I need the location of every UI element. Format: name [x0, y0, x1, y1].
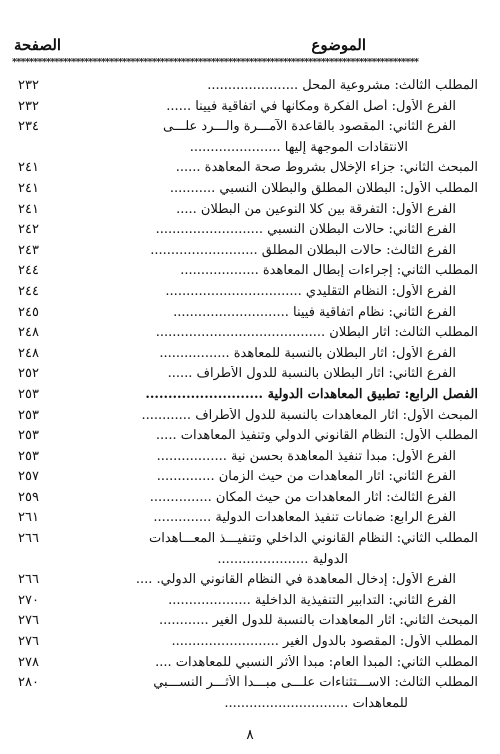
toc-entry-page: ٢٦٦ — [18, 572, 39, 588]
toc-entry-page: ٢٨٠ — [18, 675, 39, 691]
topic-column-title: الموضوع — [311, 36, 366, 54]
toc-entry — [14, 200, 478, 221]
toc-entry-title: المبحث الثاني: آثار المعاهدات بالنسبة للدول الغير ............ — [159, 613, 478, 629]
toc-entry-page: ٢٤١ — [18, 160, 39, 176]
toc-entry-title: الدولية ...................... — [217, 551, 348, 567]
toc-entry-page: ٢٤١ — [18, 201, 39, 217]
toc-entry-title: الفرع الثاني: التدابير التنفيذية الداخلية .................... — [168, 592, 456, 608]
toc-entry-title: الانتقادات الموجهة إليها ...................... — [189, 139, 408, 155]
toc-entry-title: المطلب الأول: المقصود بالدول الغير .......................... — [171, 634, 478, 650]
toc-entry-page: ٢٤٤ — [18, 263, 39, 279]
page-column-title: الصفحة — [14, 36, 62, 54]
toc-entry — [14, 220, 478, 241]
toc-entry — [14, 673, 478, 694]
toc-entry-page: ٢٥٢ — [18, 366, 39, 382]
toc-entry — [14, 323, 478, 344]
toc-entry-title: الفرع الثاني: المقصود بالقاعدة الآمـــرة والـــرد علـــى — [162, 119, 456, 135]
toc-entry — [14, 385, 478, 406]
toc-entry — [14, 529, 478, 550]
toc-entry-page: ٢٣٢ — [18, 78, 39, 93]
toc-entry — [14, 117, 478, 138]
toc-entry-title: الفصل الرابع: تطبيق المعاهدات الدولية .......................... — [145, 386, 478, 402]
toc-entry-page: ٢٤٣ — [18, 242, 39, 258]
toc-entry-page: ٢٦٦ — [18, 531, 39, 547]
toc-entry-page: ٢٧٦ — [18, 613, 39, 629]
toc-entry — [14, 364, 478, 385]
toc-entry-title: المطلب الأول: البطلان المطلق والبطلان النسبي ........... — [169, 180, 478, 196]
page-number: ٨ — [246, 727, 254, 743]
toc-entry — [14, 261, 478, 282]
toc-entry-title: الفرع الأول: التفرقة بين كلا النوعين من البطلان ..... — [176, 201, 456, 217]
toc-entry — [14, 138, 478, 159]
toc-entry — [14, 97, 478, 118]
toc-entry-page: ٢٥٣ — [18, 407, 39, 423]
toc-entry-title: الفرع الثاني: آثار المعاهدات من حيث الزمان .............. — [156, 469, 456, 485]
toc-entry-title: الفرع الرابع: ضمانات تنفيذ المعاهدات الدولية .............. — [153, 510, 456, 526]
toc-entry-page: ٢٤٨ — [18, 325, 39, 341]
toc-entry-page: ٢٧٦ — [18, 634, 39, 650]
toc-entry-page: ٢٥٣ — [18, 428, 39, 444]
toc-entry-page: ٢٤٥ — [18, 304, 39, 320]
toc-entry — [14, 488, 478, 509]
toc-entry-page: ٢٧٨ — [18, 654, 39, 670]
toc-entry — [14, 591, 478, 612]
toc-entry — [14, 508, 478, 529]
toc-entry-title: الفرع الثاني: آثار البطلان بالنسبة للدول الأطراف ...... — [167, 366, 456, 382]
toc-entry-page: ٢٥٧ — [18, 469, 39, 485]
toc-entry-page: ٢٤٨ — [18, 345, 39, 361]
toc-entry — [14, 426, 478, 447]
toc-entry — [14, 406, 478, 427]
toc-entry-title: الفرع الثاني: حالات البطلان النسبي .......................... — [155, 222, 456, 238]
toc-entry-title: المطلب الأول: النظام القانوني الدولي وتنفيذ المعاهدات ..... — [155, 428, 478, 444]
toc-entry-page: ٢٥٣ — [18, 448, 39, 464]
toc-entry-title: الفرع الأول: آثار البطلان بالنسبة للمعاهدة ................. — [159, 345, 456, 361]
toc-entry — [14, 550, 478, 571]
toc-entry-title: الفرع الأول: مبدأ تنفيذ المعاهدة بحسن نية ................. — [156, 448, 456, 464]
toc-entry-title: المبحث الأول: آثار المعاهدات بالنسبة للدول الأطراف ............ — [141, 407, 478, 423]
toc-entry-title: المطلب الثاني: إجراءات إبطال المعاهدة ................... — [180, 263, 478, 279]
toc-entry-page: ٢٧٠ — [18, 592, 39, 608]
toc-entry — [14, 694, 478, 715]
toc-entry — [14, 303, 478, 324]
toc-entry-title: الفرع الأول: النظام التقليدي ................................. — [165, 283, 456, 299]
toc-entry — [14, 344, 478, 365]
toc-entry-title: الفرع الأول: إدخال المعاهدة في النظام القانوني الدولي. .... — [135, 572, 456, 588]
toc-header — [12, 36, 482, 56]
toc-entry-title: المطلب الثالث: مشروعية المحل ...................... — [207, 78, 478, 93]
toc-entry-title: الفرع الثاني: نظام اتفاقية فيينا ............................ — [173, 304, 456, 320]
toc-entry-title: المطلب الثالث: آثار البطلان ......................................... — [155, 325, 478, 341]
toc-entry — [14, 76, 478, 97]
toc-entry-title: المطلب الثاني: النظام القانوني الداخلي وتنفيـــذ المعـــاهدات — [149, 531, 478, 547]
toc-entry-page: ٢٥٩ — [18, 489, 39, 505]
toc-entry-page: ٢٣٢ — [18, 98, 39, 114]
toc-entry — [14, 632, 478, 653]
toc-entry-page: ٢٤٤ — [18, 283, 39, 299]
toc-entry — [14, 653, 478, 674]
toc-entry — [14, 570, 478, 591]
toc-entry — [14, 158, 478, 179]
toc-entry-page: ٢٦١ — [18, 510, 39, 526]
toc-entry — [14, 282, 478, 303]
toc-entry-title: للمعاهدات .............................. — [224, 695, 408, 711]
toc-entry-page: ٢٣٤ — [18, 119, 39, 135]
toc-entry-title: المطلب الثاني: المبدأ العام: مبدأ الأثر النسبي للمعاهدات .... — [155, 654, 478, 670]
toc-entry-page: ٢٤١ — [18, 180, 39, 196]
toc-entry — [14, 179, 478, 200]
toc-entry — [14, 467, 478, 488]
toc-entry — [14, 241, 478, 262]
toc-entry — [14, 447, 478, 468]
toc-entry-title: الفرع الثالث: آثار المعاهدات من حيث المكان ............... — [149, 489, 456, 505]
toc-entry — [14, 611, 478, 632]
toc-entry-title: الفرع الثالث: حالات البطلان المطلق .......................... — [150, 242, 456, 258]
toc-entry-title: المطلب الثالث: الاســـتثناءات علـــى مبـــدأ الأثـــر النســـبي — [153, 675, 478, 691]
toc-entry-title: المبحث الثاني: جزاء الإخلال بشروط صحة المعاهدة ...... — [175, 160, 478, 176]
table-of-contents — [14, 76, 478, 714]
toc-entry-page: ٢٥٣ — [18, 386, 39, 402]
toc-entry-title: الفرع الأول: أصل الفكرة ومكانها في اتفاقية فيينا ...... — [166, 98, 456, 114]
toc-entry-page: ٢٤٢ — [18, 222, 39, 238]
star-separator: ************************************************************************************************ — [12, 58, 419, 68]
